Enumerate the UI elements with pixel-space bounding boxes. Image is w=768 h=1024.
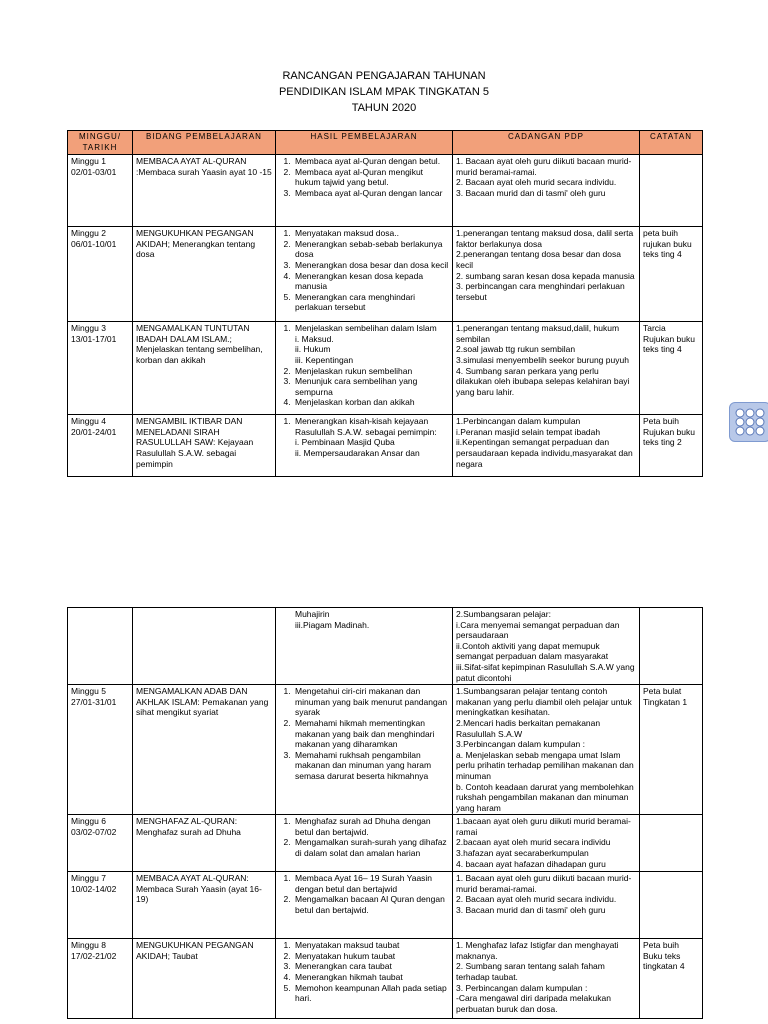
cell-bidang: MENGAMALKAN ADAB DAN AKHLAK ISLAM: Pemakanan yang sihat mengikut syariat <box>133 685 276 815</box>
cell-hasil <box>276 815 453 872</box>
cell-catatan <box>640 608 703 685</box>
cell-bidang: MENGUKUHKAN PEGANGAN AKIDAH; Menerangkan tentang dosa <box>133 227 276 322</box>
cell-minggu: Minggu 2 06/01-10/01 <box>68 227 133 322</box>
hasil-item: 1. Menerangkan kisah-kisah kejayaan Rasulullah S.A.W. sebagai pemimpin: i. Pembinaan Masjid Quba ii. Mempersaudarakan Ansar dan <box>293 416 449 458</box>
cell-cadangan: 1.penerangan tentang maksud,dalil, hukum sembilan 2.soal jawab ttg rukun sembilan 3.simulasi menyembelih seekor burung puyuh 4. Sumbang saran perkara yang perlu dilakukan oleh ibubapa selepas kelahiran bayi yang baru lahir. <box>453 322 640 415</box>
header-minggu: MINGGU/ TARIKH <box>68 131 133 155</box>
cell-catatan: Tarcia Rujukan buku teks ting 4 <box>640 322 703 415</box>
hasil-item: 1. Mengetahui ciri-ciri makanan dan minuman yang baik menurut pandangan syarak <box>293 686 449 718</box>
table-row <box>68 872 703 939</box>
cell-minggu: Minggu 6 03/02-07/02 <box>68 815 133 872</box>
hasil-item: 2. Menyatakan hukum taubat <box>293 951 449 962</box>
hasil-item: 3. Menerangkan dosa besar dan dosa kecil <box>293 260 449 271</box>
hasil-text: Muhajirin iii.Piagam Madinah. <box>295 609 370 630</box>
cell-bidang: MEMBACA AYAT AL-QURAN :Membaca surah Yaasin ayat 10 -15 <box>133 155 276 227</box>
header-hasil: HASIL PEMBELAJARAN <box>276 131 453 155</box>
cell-catatan <box>640 155 703 227</box>
cell-cadangan: 1. Bacaan ayat oleh guru diikuti bacaan murid- murid beramai-ramai. 2. Bacaan ayat oleh murid secara individu. 3. Bacaan murid dan di tasmi' oleh guru <box>453 872 640 939</box>
hasil-item: 1. Membaca ayat al-Quran dengan betul. <box>293 156 449 167</box>
title-line-3: TAHUN 2020 <box>351 102 417 114</box>
hasil-item: 1. Membaca Ayat 16– 19 Surah Yaasin dengan betul dan bertajwid <box>293 873 449 894</box>
title-line-1: RANCANGAN PENGAJARAN TAHUNAN <box>282 70 486 82</box>
hasil-item: 1. Menyatakan maksud taubat <box>293 940 449 951</box>
hasil-list <box>279 686 449 781</box>
hasil-item: 4. Menerangkan hikmah taubat <box>293 972 449 983</box>
hasil-list <box>279 816 449 858</box>
table-body-page-1 <box>68 155 703 477</box>
hasil-item: 3. Menerangkan cara taubat <box>293 961 449 972</box>
table-row <box>68 685 703 815</box>
cell-hasil <box>276 155 453 227</box>
cell-bidang: MENGHAFAZ AL-QURAN: Menghafaz surah ad Dhuha <box>133 815 276 872</box>
cell-catatan: Peta buih Buku teks tingkatan 4 <box>640 939 703 1019</box>
table-row <box>68 815 703 872</box>
hasil-item: 2. Memahami hikmah mementingkan makanan yang baik dan menghindari makanan yang diharamkan <box>293 718 449 750</box>
cell-catatan <box>640 872 703 939</box>
cell-catatan: Peta bulat Tingkatan 1 <box>640 685 703 815</box>
hasil-item: 2. Menjelaskan rukun sembelihan <box>293 366 449 377</box>
table-body-page-2 <box>68 608 703 1019</box>
table-row <box>68 608 703 685</box>
cell-cadangan: 1. Menghafaz lafaz Istigfar dan menghayati maknanya. 2. Sumbang saran tentang salah faham terhadap taubat. 3. Perbincangan dalam kumpulan : -Cara mengawal diri daripada melakukan perbuatan buruk dan dosa. <box>453 939 640 1019</box>
cell-minggu: Minggu 1 02/01-03/01 <box>68 155 133 227</box>
cell-minggu: Minggu 7 10/02-14/02 <box>68 872 133 939</box>
cell-hasil <box>276 415 453 477</box>
hasil-item: 3. Menunjuk cara sembelihan yang sempurna <box>293 376 449 397</box>
hasil-list <box>279 228 449 313</box>
bubble-grid-icon <box>730 403 768 441</box>
hasil-list <box>279 416 449 458</box>
cell-minggu <box>68 608 133 685</box>
hasil-item: 2. Mengamalkan bacaan Al Quran dengan betul dan bertajwid. <box>293 894 449 915</box>
cell-minggu: Minggu 4 20/01-24/01 <box>68 415 133 477</box>
header-cadangan: CADANGAN PDP <box>453 131 640 155</box>
table-row <box>68 155 703 227</box>
hasil-list <box>279 940 449 1004</box>
header-catatan: CATATAN <box>640 131 703 155</box>
cell-bidang: MENGUKUHKAN PEGANGAN AKIDAH; Taubat <box>133 939 276 1019</box>
cell-catatan: peta buih rujukan buku teks ting 4 <box>640 227 703 322</box>
cell-minggu: Minggu 5 27/01-31/01 <box>68 685 133 815</box>
rpt-table-page-1 <box>67 130 703 477</box>
hasil-item: 5. Memohon keampunan Allah pada setiap hari. <box>293 983 449 1004</box>
hasil-item: 3. Memahami rukhsah pengambilan makanan dan minuman yang haram semasa darurat beserta hikmahnya <box>293 750 449 782</box>
hasil-list <box>279 873 449 915</box>
cell-hasil <box>276 685 453 815</box>
table-row <box>68 227 703 322</box>
cell-cadangan: 2.Sumbangsaran pelajar: i.Cara menyemai semangat perpaduan dan persaudaraan ii.Contoh aktiviti yang dapat memupuk semangat perpaduan dalam masyarakat iii.Sifat-sifat kepimpinan Rasulullah S.A.W yang patut dicontohi <box>453 608 640 685</box>
table-row <box>68 322 703 415</box>
cell-minggu: Minggu 3 13/01-17/01 <box>68 322 133 415</box>
cell-cadangan: 1.penerangan tentang maksud dosa, dalil serta faktor berlakunya dosa 2.penerangan tentang dosa besar dan dosa kecil 2. sumbang saran kesan dosa kepada manusia 3. perbincangan cara menghindari perlakuan tersebut <box>453 227 640 322</box>
cell-cadangan: 1.Perbincangan dalam kumpulan i.Peranan masjid selain tempat ibadah ii.Kepentingan semangat perpaduan dan persaudaraan kepada individu,masyarakat dan negara <box>453 415 640 477</box>
cell-hasil <box>276 939 453 1019</box>
rpt-table-page-2 <box>67 607 703 1019</box>
cell-bidang <box>133 608 276 685</box>
hasil-item: 1. Menjelaskan sembelihan dalam Islam i. Maksud. ii. Hukum iii. Kepentingan <box>293 323 449 365</box>
header-bidang: BIDANG PEMBELAJARAN <box>133 131 276 155</box>
cell-cadangan: 1.bacaan ayat oleh guru diikuti murid beramai-ramai 2.bacaan ayat oleh murid secara individu 3.hafazan ayat secaraberkumpulan 4. bacaan ayat hafazan dihadapan guru <box>453 815 640 872</box>
hasil-list <box>279 156 449 198</box>
title-line-2: PENDIDIKAN ISLAM MPAK TINGKATAN 5 <box>278 86 490 98</box>
cell-catatan: Peta buih Rujukan buku teks ting 2 <box>640 415 703 477</box>
hasil-item: 5. Menerangkan cara menghindari perlakuan tersebut <box>293 292 449 313</box>
cell-hasil <box>276 322 453 415</box>
cell-bidang: MEMBACA AYAT AL-QURAN: Membaca Surah Yaasin (ayat 16- 19) <box>133 872 276 939</box>
cell-cadangan: 1. Bacaan ayat oleh guru diikuti bacaan murid- murid beramai-ramai. 2. Bacaan ayat oleh murid secara individu. 3. Bacaan murid dan di tasmi' oleh guru <box>453 155 640 227</box>
cell-catatan <box>640 815 703 872</box>
cell-hasil <box>276 872 453 939</box>
table-row <box>68 939 703 1019</box>
hasil-list <box>279 323 449 408</box>
hasil-item: 2. Mengamalkan surah-surah yang dihafaz di dalam solat dan amalan harian <box>293 837 449 858</box>
cell-hasil <box>276 608 453 685</box>
hasil-item: 4. Menerangkan kesan dosa kepada manusia <box>293 271 449 292</box>
hasil-item: 1. Menyatakan maksud dosa.. <box>293 228 449 239</box>
cell-cadangan: 1.Sumbangsaran pelajar tentang contoh makanan yang perlu diambil oleh pelajar untuk meningkatkan kesihatan. 2.Mencari hadis berkaitan pemakanan Rasulullah S.A.W 3.Perbincangan dalam kumpulan : a. Menjelaskan sebab mengapa umat Islam perlu prihatin terhadap pemilihan makanan dan minuman b. Contoh keadaan darurat yang membolehkan rukshah pengambilan makanan dan minuman yang haram <box>453 685 640 815</box>
floating-grid-button[interactable] <box>729 402 768 442</box>
hasil-item: 1. Menghafaz surah ad Dhuha dengan betul dan bertajwid. <box>293 816 449 837</box>
cell-hasil <box>276 227 453 322</box>
table-row <box>68 415 703 477</box>
hasil-item: 2. Membaca ayat al-Quran mengikut hukum tajwid yang betul. <box>293 167 449 188</box>
hasil-item: 2. Menerangkan sebab-sebab berlakunya dosa <box>293 239 449 260</box>
cell-bidang: MENGAMBIL IKTIBAR DAN MENELADANI SIRAH RASULULLAH SAW: Kejayaan Rasulullah S.A.W. sebagai pemimpin <box>133 415 276 477</box>
cell-minggu: Minggu 8 17/02-21/02 <box>68 939 133 1019</box>
hasil-item: 4. Menjelaskan korban dan akikah <box>293 397 449 408</box>
hasil-item: 3. Membaca ayat al-Quran dengan lancar <box>293 188 449 199</box>
page-title <box>0 68 768 116</box>
cell-bidang: MENGAMALKAN TUNTUTAN IBADAH DALAM ISLAM.; Menjelaskan tentang sembelihan, korban dan akikah <box>133 322 276 415</box>
